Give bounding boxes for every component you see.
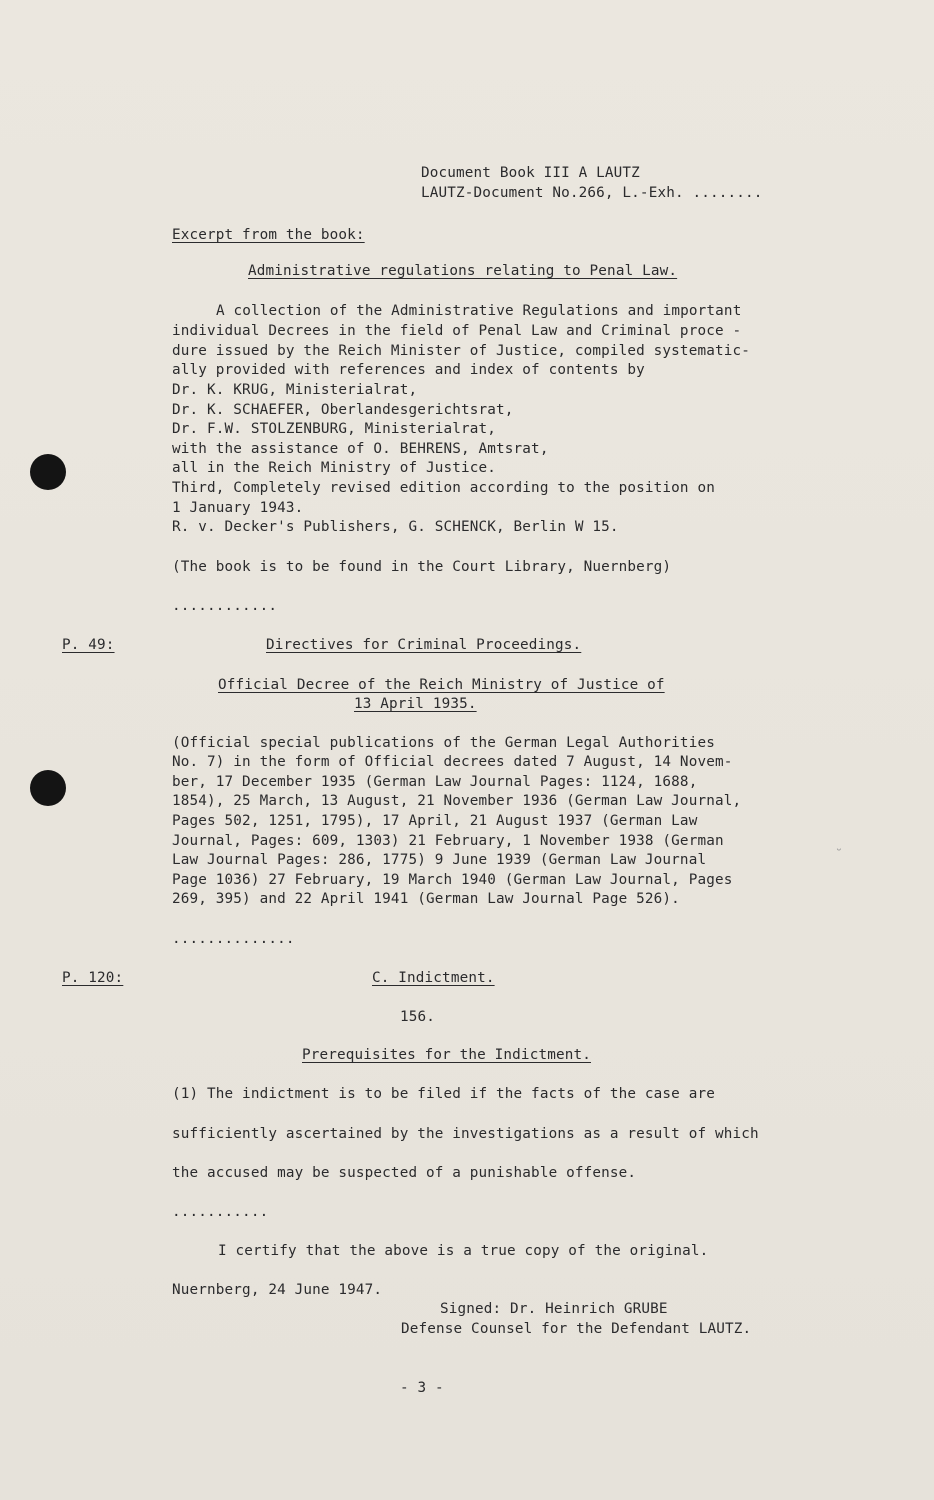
intro-line: Third, Completely revised edition according to the position on [172, 480, 715, 496]
counsel-line: Defense Counsel for the Defendant LAUTZ. [401, 1321, 752, 1337]
library-note: (The book is to be found in the Court Library, Nuernberg) [172, 559, 672, 575]
page-ref-p49: P. 49: [62, 637, 115, 653]
publications-line: 269, 395) and 22 April 1941 (German Law Journal Page 526). [172, 891, 680, 907]
section-number: 156. [400, 1009, 436, 1025]
intro-line: Dr. K. KRUG, Ministerialrat, [172, 382, 418, 398]
decree-title-line-1: Official Decree of the Reich Ministry of Justice of [218, 677, 665, 693]
punch-hole-top [30, 454, 66, 490]
intro-line: R. v. Decker's Publishers, G. SCHENCK, Berlin W 15. [172, 519, 619, 535]
publications-line: No. 7) in the form of Official decrees dated 7 August, 14 Novem- [172, 754, 733, 770]
publications-line: ber, 17 December 1935 (German Law Journal Pages: 1124, 1688, [172, 774, 698, 790]
stray-mark: ˘ [835, 848, 843, 863]
decree-title-line-2: 13 April 1935. [354, 696, 477, 712]
excerpt-heading: Excerpt from the book: [172, 227, 365, 243]
intro-line: Dr. K. SCHAEFER, Oberlandesgerichtsrat, [172, 402, 514, 418]
intro-line: 1 January 1943. [172, 500, 304, 516]
intro-line: Dr. F.W. STOLZENBURG, Ministerialrat, [172, 421, 497, 437]
ellipsis-separator: ............ [172, 598, 278, 614]
indictment-heading: C. Indictment. [372, 970, 495, 986]
prerequisites-heading: Prerequisites for the Indictment. [302, 1047, 591, 1063]
intro-line: with the assistance of O. BEHRENS, Amtsrat, [172, 441, 549, 457]
page-number: - 3 - [400, 1380, 444, 1396]
intro-line: individual Decrees in the field of Penal Law and Criminal proce - [172, 323, 742, 339]
header-book-line: Document Book III A LAUTZ [421, 165, 640, 181]
directives-heading: Directives for Criminal Proceedings. [266, 637, 582, 653]
publications-line: Journal, Pages: 609, 1303) 21 February, 1 November 1938 (German [172, 833, 724, 849]
indictment-line: sufficiently ascertained by the investigations as a result of which [172, 1126, 759, 1142]
publications-line: (Official special publications of the German Legal Authorities [172, 735, 715, 751]
publications-line: Page 1036) 27 February, 19 March 1940 (German Law Journal, Pages [172, 872, 733, 888]
ellipsis-separator: ........... [172, 1204, 269, 1220]
indictment-line: the accused may be suspected of a punishable offense. [172, 1165, 637, 1181]
publications-line: Pages 502, 1251, 1795), 17 April, 21 August 1937 (German Law [172, 813, 698, 829]
page-ref-p120: P. 120: [62, 970, 124, 986]
intro-line: ally provided with references and index of contents by [172, 362, 645, 378]
place-and-date: Nuernberg, 24 June 1947. [172, 1282, 383, 1298]
book-title: Administrative regulations relating to Penal Law. [248, 263, 678, 279]
certification-statement: I certify that the above is a true copy of the original. [218, 1243, 709, 1259]
intro-line: all in the Reich Ministry of Justice. [172, 460, 497, 476]
intro-line: A collection of the Administrative Regulations and important [216, 303, 742, 319]
header-document-line: LAUTZ-Document No.266, L.-Exh. ........ [421, 185, 763, 201]
indictment-line: (1) The indictment is to be filed if the facts of the case are [172, 1086, 715, 1102]
publications-line: 1854), 25 March, 13 August, 21 November 1936 (German Law Journal, [172, 793, 742, 809]
signature-line: Signed: Dr. Heinrich GRUBE [440, 1301, 668, 1317]
ellipsis-separator: .............. [172, 931, 295, 947]
punch-hole-bottom [30, 770, 66, 806]
intro-line: dure issued by the Reich Minister of Justice, compiled systematic- [172, 343, 750, 359]
publications-line: Law Journal Pages: 286, 1775) 9 June 1939 (German Law Journal [172, 852, 707, 868]
